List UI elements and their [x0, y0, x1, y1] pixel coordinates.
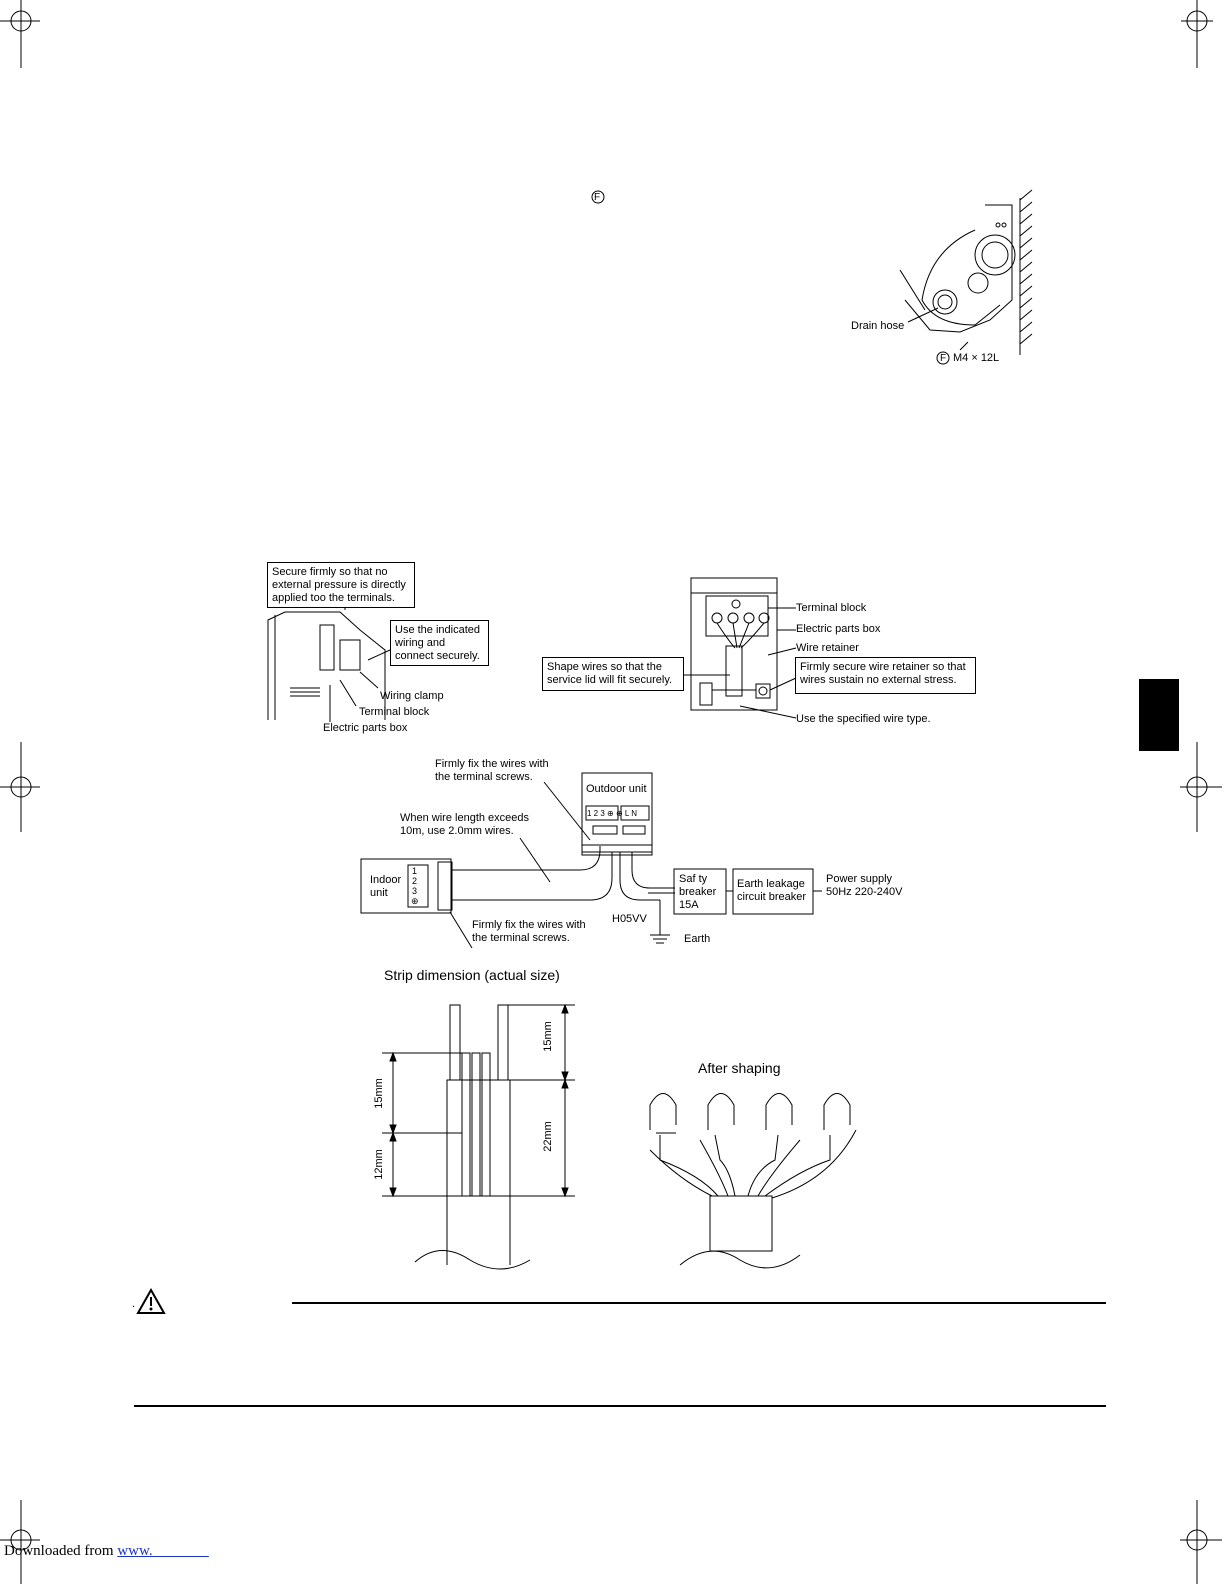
dim-15mm-left: 15mm	[372, 1078, 385, 1109]
screw-f-marker: F	[940, 353, 947, 364]
strip-title: Strip dimension (actual size)	[384, 967, 560, 983]
screw-marker: F	[594, 192, 601, 203]
wire-length-note: When wire length exceeds 10m, use 2.0mm wires.	[400, 812, 530, 837]
right-wiring-figure	[684, 578, 796, 718]
dim-15mm-right: 15mm	[541, 1021, 554, 1052]
use-wiring-note: Use the indicated wiring and connect securely.	[390, 620, 489, 666]
drain-hose-figure	[900, 190, 1032, 364]
caution-mark: .	[132, 1298, 136, 1310]
wiring-clamp-label: Wiring clamp	[380, 690, 444, 702]
indoor-terminal-2: 2	[412, 876, 418, 886]
indoor-terminal-earth: ⊕	[411, 896, 419, 906]
terminal-block-label-left: Terminal block	[359, 706, 430, 718]
outdoor-terminals: 1 2 3 ⊕ ⊕ L N	[587, 809, 638, 818]
drain-hose-label: Drain hose	[851, 320, 905, 332]
after-shaping-title: After shaping	[698, 1060, 781, 1076]
firmly-secure-note: Firmly secure wire retainer so that wires sustain no external stress.	[795, 657, 976, 694]
power-supply-label: Power supply 50Hz 220-240V	[826, 873, 903, 898]
fix-wires-top-note: Firmly fix the wires with the terminal screws.	[435, 758, 549, 783]
section-tab	[1139, 679, 1179, 751]
electric-parts-box-label-left: Electric parts box	[323, 722, 408, 734]
electric-parts-box-label-right: Electric parts box	[796, 623, 881, 635]
footer	[4, 1543, 209, 1560]
dim-12mm: 12mm	[372, 1149, 385, 1180]
caution-icon	[138, 1290, 164, 1313]
caution-top-rule	[292, 1302, 1106, 1304]
footer-prefix: Downloaded from	[4, 1543, 118, 1559]
indoor-terminal-1: 1	[412, 866, 418, 876]
screw-size-label: M4 × 12L	[953, 352, 1000, 364]
indoor-unit-label: Indoor unit	[370, 874, 402, 899]
safety-breaker-label: Saf ty breaker 15A	[679, 873, 717, 911]
outdoor-unit-label: Outdoor unit	[586, 783, 647, 795]
caution-bottom-rule	[134, 1405, 1106, 1407]
earth-label: Earth	[684, 933, 711, 945]
strip-figure	[382, 1005, 856, 1269]
secure-note: Secure firmly so that no external pressure is directly applied too the terminals.	[267, 562, 415, 608]
cable-type-label: H05VV	[612, 913, 647, 925]
terminal-block-label-right: Terminal block	[796, 602, 867, 614]
dim-22mm: 22mm	[541, 1121, 554, 1152]
footer-link[interactable]: www.	[117, 1543, 209, 1559]
shape-wires-note: Shape wires so that the service lid will fit securely.	[542, 657, 684, 691]
earth-leakage-label: Earth leakage circuit breaker	[737, 878, 807, 903]
fix-wires-bottom-note: Firmly fix the wires with the terminal screws.	[472, 919, 586, 944]
use-specified-wire-label: Use the specified wire type.	[796, 713, 931, 725]
wire-retainer-label: Wire retainer	[796, 642, 859, 654]
indoor-terminal-3: 3	[412, 886, 418, 896]
